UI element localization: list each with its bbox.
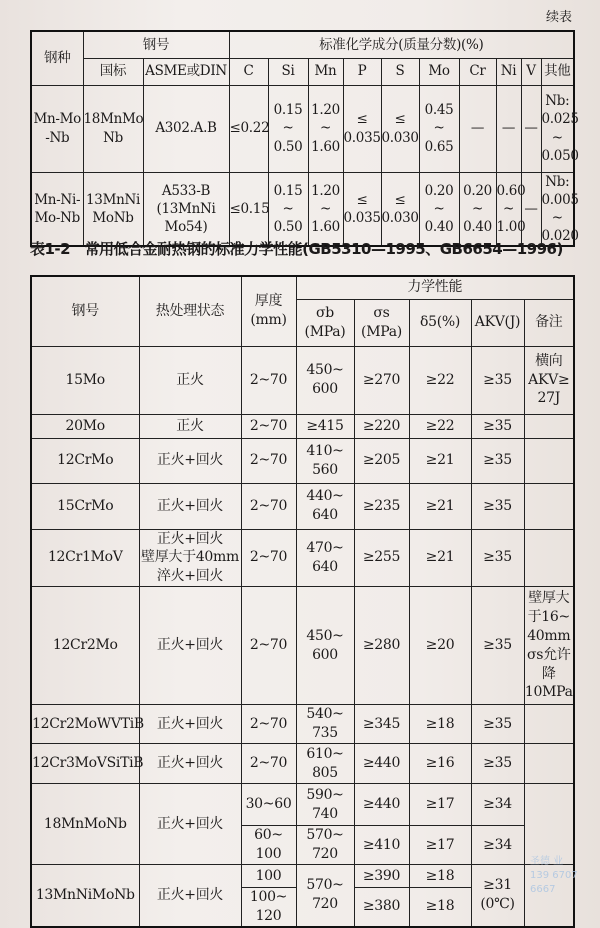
header-sub: 其他 [541, 58, 574, 85]
cell-sb: ≥415 [296, 414, 354, 438]
cell-d: ≥22 [409, 346, 471, 414]
cell-c: ≤0.15 [229, 172, 268, 246]
cell-note [524, 414, 574, 438]
cell-s: ≤ 0.030 [381, 85, 419, 172]
table-row [31, 483, 574, 529]
cell-p: ≤ 0.035 [343, 172, 381, 246]
header-sub: ASME或DIN [143, 58, 229, 85]
cell-v: — [521, 172, 541, 246]
cell-treatment: 正火 [139, 346, 241, 414]
cell-grade: 12Cr2MoWVTiB [31, 705, 139, 744]
cell-p: ≤ 0.035 [343, 85, 381, 172]
cell-ss: ≥270 [354, 346, 409, 414]
cell-sb: 450~ 600 [296, 346, 354, 414]
cell-thickness: 100 [241, 864, 296, 887]
cell-mn: 1.20 ~ 1.60 [308, 172, 343, 246]
table-row [31, 276, 574, 299]
table-row [31, 346, 574, 414]
cell-si: 0.15 ~ 0.50 [268, 85, 308, 172]
cell-asme: A302.A.B [143, 85, 229, 172]
cell-akv: ≥35 [471, 438, 524, 483]
header-sub: 国标 [83, 58, 143, 85]
cell-gb: 13MnNi MoNb [83, 172, 143, 246]
cell-ss: ≥205 [354, 438, 409, 483]
cell-thickness: 100~ 120 [241, 887, 296, 926]
table-row [31, 414, 574, 438]
cell-sb: 440~ 640 [296, 483, 354, 529]
cell-note [524, 705, 574, 744]
header-sub: S [381, 58, 419, 85]
cell-note [524, 744, 574, 784]
table-row [31, 31, 574, 58]
cell-si: 0.15 ~ 0.50 [268, 172, 308, 246]
cell-cr: 0.20 ~ 0.40 [459, 172, 496, 246]
table-caption: 表1-2 常用低合金耐热钢的标准力学性能(GB5310—1995、GB6654—1996) [30, 240, 563, 258]
header-treatment: 热处理状态 [139, 276, 241, 346]
cell-d: ≥18 [409, 705, 471, 744]
cell-akv: ≥35 [471, 587, 524, 705]
table-row [31, 744, 574, 784]
cell-grade: 12CrMo [31, 438, 139, 483]
header-composition: 标准化学成分(质量分数)(%) [229, 31, 574, 58]
cell-thickness: 60~ 100 [241, 826, 296, 865]
cell-akv: ≥34 [471, 826, 524, 865]
table-row [31, 864, 574, 887]
cell-akv: ≥35 [471, 744, 524, 784]
cell-treatment: 正火+回火 [139, 587, 241, 705]
cell-akv: ≥35 [471, 414, 524, 438]
header-sub: P [343, 58, 381, 85]
cell-ss: ≥345 [354, 705, 409, 744]
header-grade: 钢号 [31, 276, 139, 346]
cell-sb: 590~ 740 [296, 784, 354, 826]
header-mechanical: 力学性能 [296, 276, 574, 299]
cell-treatment: 正火+回火 [139, 483, 241, 529]
cell-ss: ≥380 [354, 887, 409, 926]
header-sub: Si [268, 58, 308, 85]
table-row [31, 529, 574, 587]
cell-other: Nb: 0.025 ~ 0.050 [541, 85, 574, 172]
table-row [31, 705, 574, 744]
header-sub: Cr [459, 58, 496, 85]
cell-treatment: 正火+回火 [139, 864, 241, 926]
cell-ss: ≥280 [354, 587, 409, 705]
cell-ss: ≥390 [354, 864, 409, 887]
cell-d: ≥20 [409, 587, 471, 705]
cell-ss: ≥410 [354, 826, 409, 865]
cell-d: ≥18 [409, 887, 471, 926]
cell-note: 壁厚大 于16~ 40mm σs允许 降 10MPa [524, 587, 574, 705]
cell-d: ≥21 [409, 483, 471, 529]
cell-d: ≥21 [409, 438, 471, 483]
header-sub: 备注 [524, 299, 574, 346]
cell-sb: 610~ 805 [296, 744, 354, 784]
composition-table [30, 30, 579, 247]
header-sub: V [521, 58, 541, 85]
table-row [31, 784, 574, 826]
cell-note [524, 483, 574, 529]
cell-v: — [521, 85, 541, 172]
cell-d: ≥18 [409, 864, 471, 887]
cell-mo: 0.45 ~ 0.65 [419, 85, 459, 172]
cell-note: 横向 AKV≥ 27J [524, 346, 574, 414]
header-sub: Ni [496, 58, 521, 85]
cell-akv: ≥35 [471, 346, 524, 414]
cell-grade: 12Cr2Mo [31, 587, 139, 705]
cell-mo: 0.20 ~ 0.40 [419, 172, 459, 246]
header-sub: δ5(%) [409, 299, 471, 346]
cell-other: Nb: 0.005 ~ 0.020 [541, 172, 574, 246]
header-sub: C [229, 58, 268, 85]
cell-thickness: 2~70 [241, 483, 296, 529]
cell-note [524, 438, 574, 483]
cell-treatment: 正火+回火 [139, 705, 241, 744]
cell-treatment: 正火 [139, 414, 241, 438]
table-row [31, 58, 574, 85]
cell-thickness: 2~70 [241, 438, 296, 483]
cell-note [524, 784, 574, 865]
cell-type: Mn-Mo -Nb [31, 85, 83, 172]
cell-ss: ≥440 [354, 744, 409, 784]
cell-sb: 570~ 720 [296, 826, 354, 865]
cell-d: ≥21 [409, 529, 471, 587]
cell-ss: ≥255 [354, 529, 409, 587]
cell-gb: 18MnMo Nb [83, 85, 143, 172]
header-sub: Mn [308, 58, 343, 85]
cell-treatment: 正火+回火 壁厚大于40mm 淬火+回火 [139, 529, 241, 587]
cell-grade: 13MnNiMoNb [31, 864, 139, 926]
header-steel-type: 钢种 [31, 31, 83, 85]
cell-thickness: 2~70 [241, 744, 296, 784]
cell-treatment: 正火+回火 [139, 438, 241, 483]
cell-grade: 15Mo [31, 346, 139, 414]
header-thickness: 厚度 (mm) [241, 276, 296, 346]
cell-ss: ≥440 [354, 784, 409, 826]
header-sub: Mo [419, 58, 459, 85]
continued-label: 续表 [545, 10, 572, 25]
cell-type: Mn-Ni- Mo-Nb [31, 172, 83, 246]
table-row [31, 587, 574, 705]
cell-ss: ≥235 [354, 483, 409, 529]
cell-sb: 540~ 735 [296, 705, 354, 744]
cell-sb: 410~ 560 [296, 438, 354, 483]
table-row [31, 438, 574, 483]
mechanical-properties-table [30, 275, 575, 928]
cell-grade: 12Cr3MoVSiTiB [31, 744, 139, 784]
cell-d: ≥17 [409, 784, 471, 826]
cell-grade: 18MnMoNb [31, 784, 139, 865]
cell-thickness: 30~60 [241, 784, 296, 826]
cell-asme: A533-B (13MnNi Mo54) [143, 172, 229, 246]
cell-grade: 12Cr1MoV [31, 529, 139, 587]
cell-thickness: 2~70 [241, 414, 296, 438]
cell-mn: 1.20 ~ 1.60 [308, 85, 343, 172]
cell-d: ≥17 [409, 826, 471, 865]
watermark: 圣德 业 139 6707 6667 [530, 856, 578, 895]
cell-d: ≥16 [409, 744, 471, 784]
cell-akv: ≥31 (0℃) [471, 864, 524, 926]
cell-s: ≤ 0.030 [381, 172, 419, 246]
header-grade: 钢号 [83, 31, 229, 58]
cell-sb: 470~ 640 [296, 529, 354, 587]
header-sub: σb (MPa) [296, 299, 354, 346]
cell-thickness: 2~70 [241, 705, 296, 744]
cell-akv: ≥34 [471, 784, 524, 826]
cell-d: ≥22 [409, 414, 471, 438]
cell-akv: ≥35 [471, 705, 524, 744]
cell-ni: — [496, 85, 521, 172]
cell-sb: 570~ 720 [296, 864, 354, 926]
table-row [31, 85, 574, 172]
cell-ss: ≥220 [354, 414, 409, 438]
header-sub: σs (MPa) [354, 299, 409, 346]
cell-thickness: 2~70 [241, 346, 296, 414]
cell-thickness: 2~70 [241, 529, 296, 587]
cell-akv: ≥35 [471, 483, 524, 529]
cell-grade: 15CrMo [31, 483, 139, 529]
cell-note [524, 529, 574, 587]
table-row [31, 172, 574, 246]
cell-treatment: 正火+回火 [139, 744, 241, 784]
cell-thickness: 2~70 [241, 587, 296, 705]
cell-treatment: 正火+回火 [139, 784, 241, 865]
header-sub: AKV(J) [471, 299, 524, 346]
cell-grade: 20Mo [31, 414, 139, 438]
cell-akv: ≥35 [471, 529, 524, 587]
cell-ni: 0.60 ~ 1.00 [496, 172, 521, 246]
cell-sb: 450~ 600 [296, 587, 354, 705]
cell-cr: — [459, 85, 496, 172]
cell-c: ≤0.22 [229, 85, 268, 172]
